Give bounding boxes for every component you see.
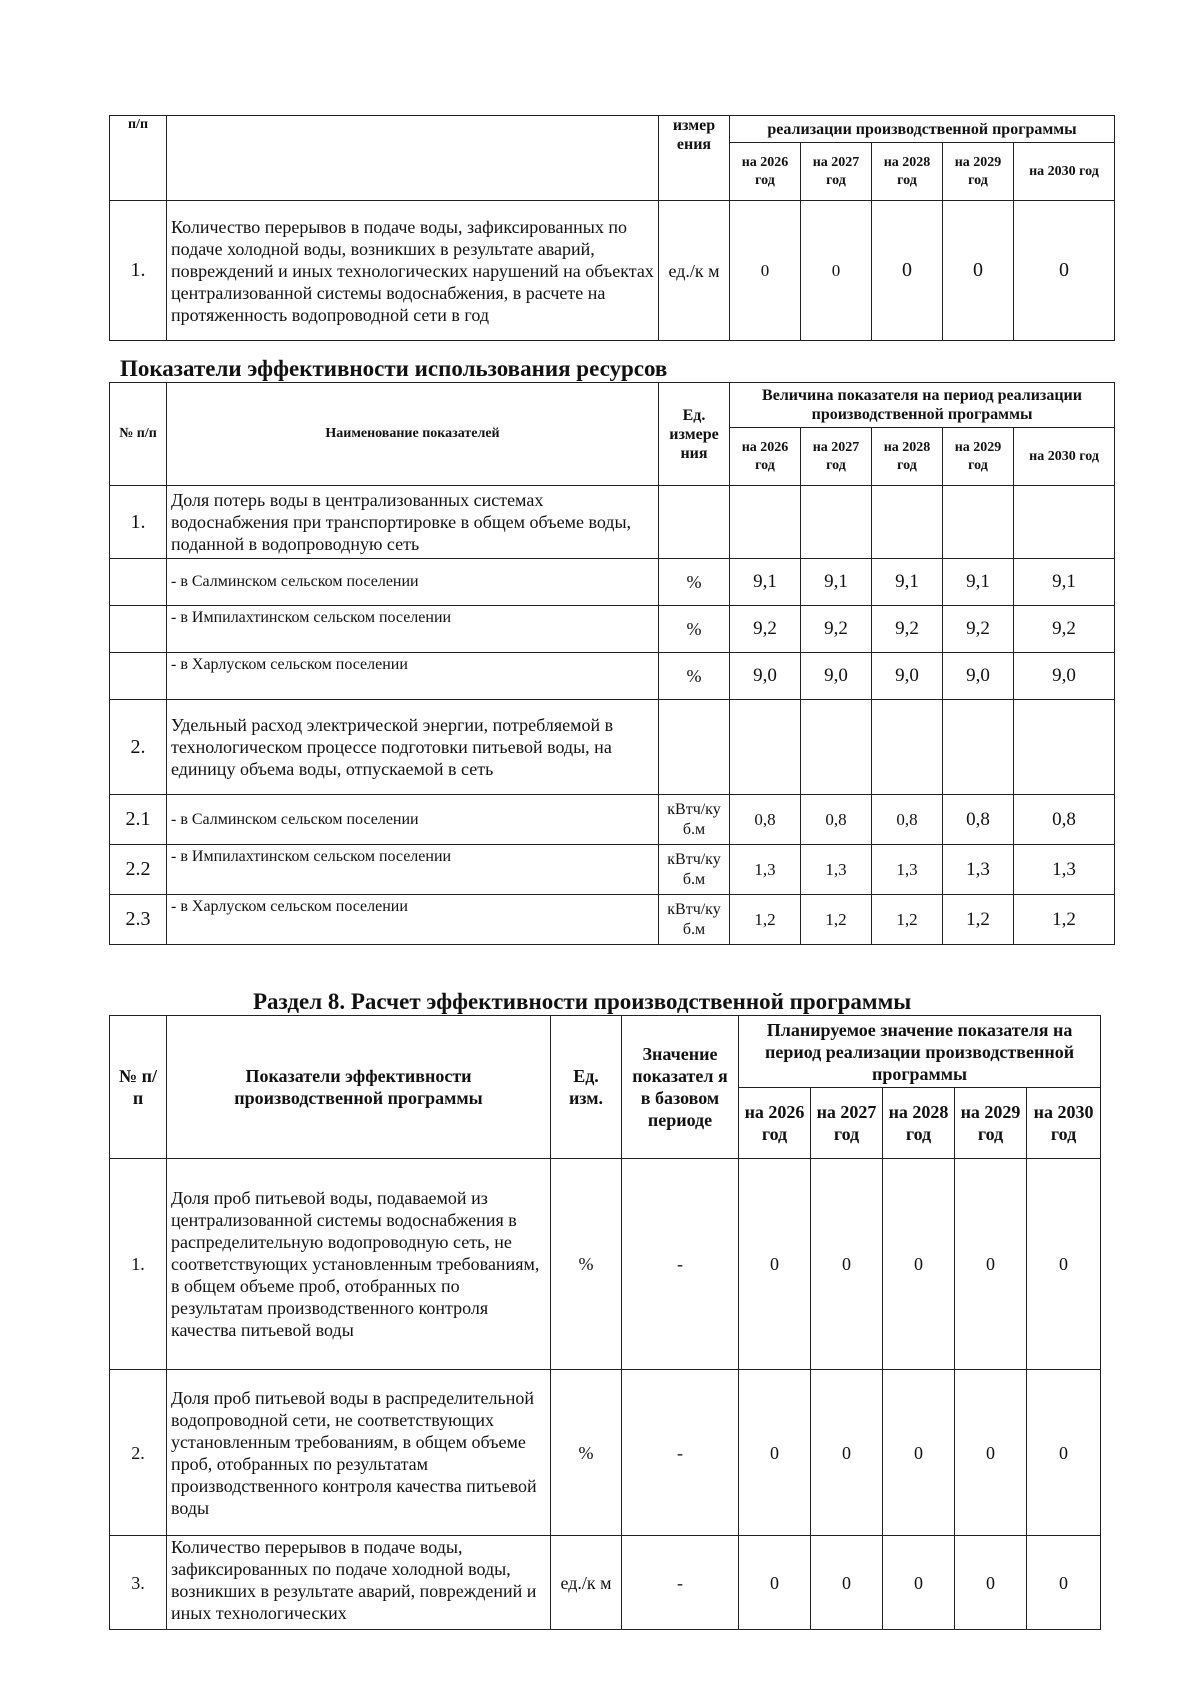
row-value: [730, 700, 801, 795]
row-value: 1,2: [872, 895, 943, 945]
row-num: 1.: [110, 201, 167, 341]
row-name: - в Салминском сельском поселении: [167, 559, 659, 606]
row-value: 1,2: [1014, 895, 1115, 945]
table-row: [110, 606, 1115, 653]
row-value: 9,2: [872, 606, 943, 653]
header-year-2029: на 2029 год: [943, 143, 1014, 201]
table-row: [110, 895, 1115, 945]
row-value: 0,8: [801, 795, 872, 845]
row-unit: %: [551, 1159, 622, 1370]
header-period: Планируемое значение показателя на период реализации производственной программы: [739, 1016, 1101, 1088]
row-value: 0: [1027, 1536, 1101, 1630]
header-name: Наименование показателей: [167, 383, 659, 486]
row-value: 9,2: [730, 606, 801, 653]
row-name: Доля проб питьевой воды в распределительной водопроводной сети, не соответствующих установленным требованиям, в общем объеме проб, отобранных по результатам производственного контроля качества питьевой воды: [167, 1370, 551, 1536]
header-year-2030: на 2030 год: [1014, 143, 1115, 201]
header-year-2028: на 2028 год: [872, 143, 943, 201]
table-row: [110, 1536, 1101, 1630]
row-base: -: [622, 1370, 739, 1536]
header-period: реализации производственной программы: [730, 116, 1115, 143]
table-row: [110, 486, 1115, 559]
row-value: [801, 486, 872, 559]
row-unit: %: [659, 653, 730, 700]
header-year-2030: на 2030 год: [1027, 1088, 1101, 1159]
table-row: [110, 700, 1115, 795]
row-value: 0,8: [943, 795, 1014, 845]
table-row: [110, 201, 1115, 341]
row-value: 9,1: [943, 559, 1014, 606]
row-value: 1,3: [801, 845, 872, 895]
row-value: [1014, 486, 1115, 559]
row-num: [110, 559, 167, 606]
row-unit: кВтч/ку б.м: [659, 895, 730, 945]
row-value: 0: [811, 1536, 883, 1630]
row-value: 9,0: [730, 653, 801, 700]
row-base: -: [622, 1159, 739, 1370]
row-value: [943, 700, 1014, 795]
section-title: Показатели эффективности использования ресурсов: [120, 356, 668, 381]
row-value: 0,8: [730, 795, 801, 845]
row-num: 2.2: [110, 845, 167, 895]
row-num: [110, 606, 167, 653]
row-value: 9,2: [1014, 606, 1115, 653]
row-value: 0,8: [1014, 795, 1115, 845]
header-year-2027: на 2027 год: [801, 143, 872, 201]
row-value: 0: [955, 1159, 1027, 1370]
header-year-2029: на 2029 год: [943, 428, 1014, 486]
row-num: 2.: [110, 1370, 167, 1536]
section-8-title: Раздел 8. Расчет эффективности производственной программы: [253, 989, 912, 1014]
row-num: 2.1: [110, 795, 167, 845]
row-value: 0: [739, 1370, 811, 1536]
row-num: 2.3: [110, 895, 167, 945]
row-value: 0: [1027, 1159, 1101, 1370]
row-value: 9,1: [1014, 559, 1115, 606]
header-year-2027: на 2027 год: [811, 1088, 883, 1159]
resource-efficiency-table: [109, 382, 1115, 945]
row-value: 0: [730, 201, 801, 341]
header-year-2026: на 2026 год: [739, 1088, 811, 1159]
header-period: Величина показателя на период реализации производственной программы: [730, 383, 1115, 428]
row-value: [872, 486, 943, 559]
table-row: [110, 1159, 1101, 1370]
row-value: 1,2: [943, 895, 1014, 945]
row-name: - в Импилахтинском сельском поселении: [167, 606, 659, 653]
header-year-2027: на 2027 год: [801, 428, 872, 486]
row-num: [110, 653, 167, 700]
water-interruptions-table: [109, 115, 1115, 341]
row-unit: [659, 700, 730, 795]
header-base: Значение показател я в базовом периоде: [622, 1016, 739, 1159]
table-row: [110, 653, 1115, 700]
row-value: 9,0: [1014, 653, 1115, 700]
header-unit: Ед. измере ния: [659, 383, 730, 486]
row-value: 1,2: [801, 895, 872, 945]
row-num: 1.: [110, 486, 167, 559]
row-num: 2.: [110, 700, 167, 795]
row-value: 0: [811, 1370, 883, 1536]
header-year-2030: на 2030 год: [1014, 428, 1115, 486]
row-value: 0: [943, 201, 1014, 341]
row-value: 0: [883, 1370, 955, 1536]
row-value: 9,0: [943, 653, 1014, 700]
row-value: 9,1: [801, 559, 872, 606]
row-num: 3.: [110, 1536, 167, 1630]
row-name: Доля проб питьевой воды, подаваемой из централизованной системы водоснабжения в распределительную водопроводную сеть, не соответствующих установленным требованиям, в общем объеме проб, отобранных по результатам производственного контроля качества питьевой воды: [167, 1159, 551, 1370]
row-name: Количество перерывов в подаче воды, зафиксированных по подаче холодной воды, возникших в результате аварий, повреждений и иных технологических нарушений на объектах централизованной системы водоснабжения, в расчете на протяженность водопроводной сети в год: [167, 201, 659, 341]
row-value: 0: [1027, 1370, 1101, 1536]
header-year-2028: на 2028 год: [883, 1088, 955, 1159]
row-unit: %: [659, 559, 730, 606]
row-value: 0: [811, 1159, 883, 1370]
row-unit: [659, 486, 730, 559]
header-year-2026: на 2026 год: [730, 143, 801, 201]
row-value: 0: [955, 1370, 1027, 1536]
row-unit: %: [551, 1370, 622, 1536]
row-value: 1,2: [730, 895, 801, 945]
row-unit: ед./к м: [659, 201, 730, 341]
header-year-2028: на 2028 год: [872, 428, 943, 486]
table-row: [110, 845, 1115, 895]
row-base: -: [622, 1536, 739, 1630]
row-value: 9,0: [801, 653, 872, 700]
row-value: 9,2: [801, 606, 872, 653]
header-name: Показатели эффективности производственной программы: [167, 1016, 551, 1159]
row-value: 9,0: [872, 653, 943, 700]
row-value: [1014, 700, 1115, 795]
header-unit: измер ения: [659, 116, 730, 201]
program-efficiency-table: [109, 1015, 1101, 1630]
row-value: 1,3: [943, 845, 1014, 895]
row-value: 0: [872, 201, 943, 341]
row-value: 0: [739, 1159, 811, 1370]
header-unit: Ед. изм.: [551, 1016, 622, 1159]
row-value: 0: [883, 1159, 955, 1370]
row-value: 0: [955, 1536, 1027, 1630]
row-unit: кВтч/ку б.м: [659, 845, 730, 895]
row-name: Удельный расход электрической энергии, потребляемой в технологическом процессе подготовки питьевой воды, на единицу объема воды, отпускаемой в сеть: [167, 700, 659, 795]
header-num: № п/п: [110, 1016, 167, 1159]
row-value: 9,1: [872, 559, 943, 606]
row-value: [872, 700, 943, 795]
header-year-2026: на 2026 год: [730, 428, 801, 486]
header-name-empty: [167, 116, 659, 201]
row-value: 0: [1014, 201, 1115, 341]
row-value: 1,3: [1014, 845, 1115, 895]
row-value: 0: [883, 1536, 955, 1630]
table-row: [110, 1370, 1101, 1536]
row-value: 1,3: [872, 845, 943, 895]
row-name: - в Импилахтинском сельском поселении: [167, 845, 659, 895]
table-row: [110, 795, 1115, 845]
row-name: Доля потерь воды в централизованных системах водоснабжения при транспортировке в общем объеме воды, поданной в водопроводную сеть: [167, 486, 659, 559]
header-year-2029: на 2029 год: [955, 1088, 1027, 1159]
row-name: - в Харлуском сельском поселении: [167, 895, 659, 945]
row-value: [801, 700, 872, 795]
row-value: 0: [801, 201, 872, 341]
row-value: 0,8: [872, 795, 943, 845]
row-unit: ед./к м: [551, 1536, 622, 1630]
row-value: [943, 486, 1014, 559]
row-unit: %: [659, 606, 730, 653]
row-value: 1,3: [730, 845, 801, 895]
row-value: [730, 486, 801, 559]
header-num: п/п: [110, 116, 167, 201]
header-num: № п/п: [110, 383, 167, 486]
row-num: 1.: [110, 1159, 167, 1370]
row-name: Количество перерывов в подаче воды, зафиксированных по подаче холодной воды, возникших в результате аварий, повреждений и иных технологических: [167, 1536, 551, 1630]
row-value: 0: [739, 1536, 811, 1630]
row-name: - в Салминском сельском поселении: [167, 795, 659, 845]
row-name: - в Харлуском сельском поселении: [167, 653, 659, 700]
table-row: [110, 559, 1115, 606]
row-value: 9,1: [730, 559, 801, 606]
row-value: 9,2: [943, 606, 1014, 653]
row-unit: кВтч/ку б.м: [659, 795, 730, 845]
